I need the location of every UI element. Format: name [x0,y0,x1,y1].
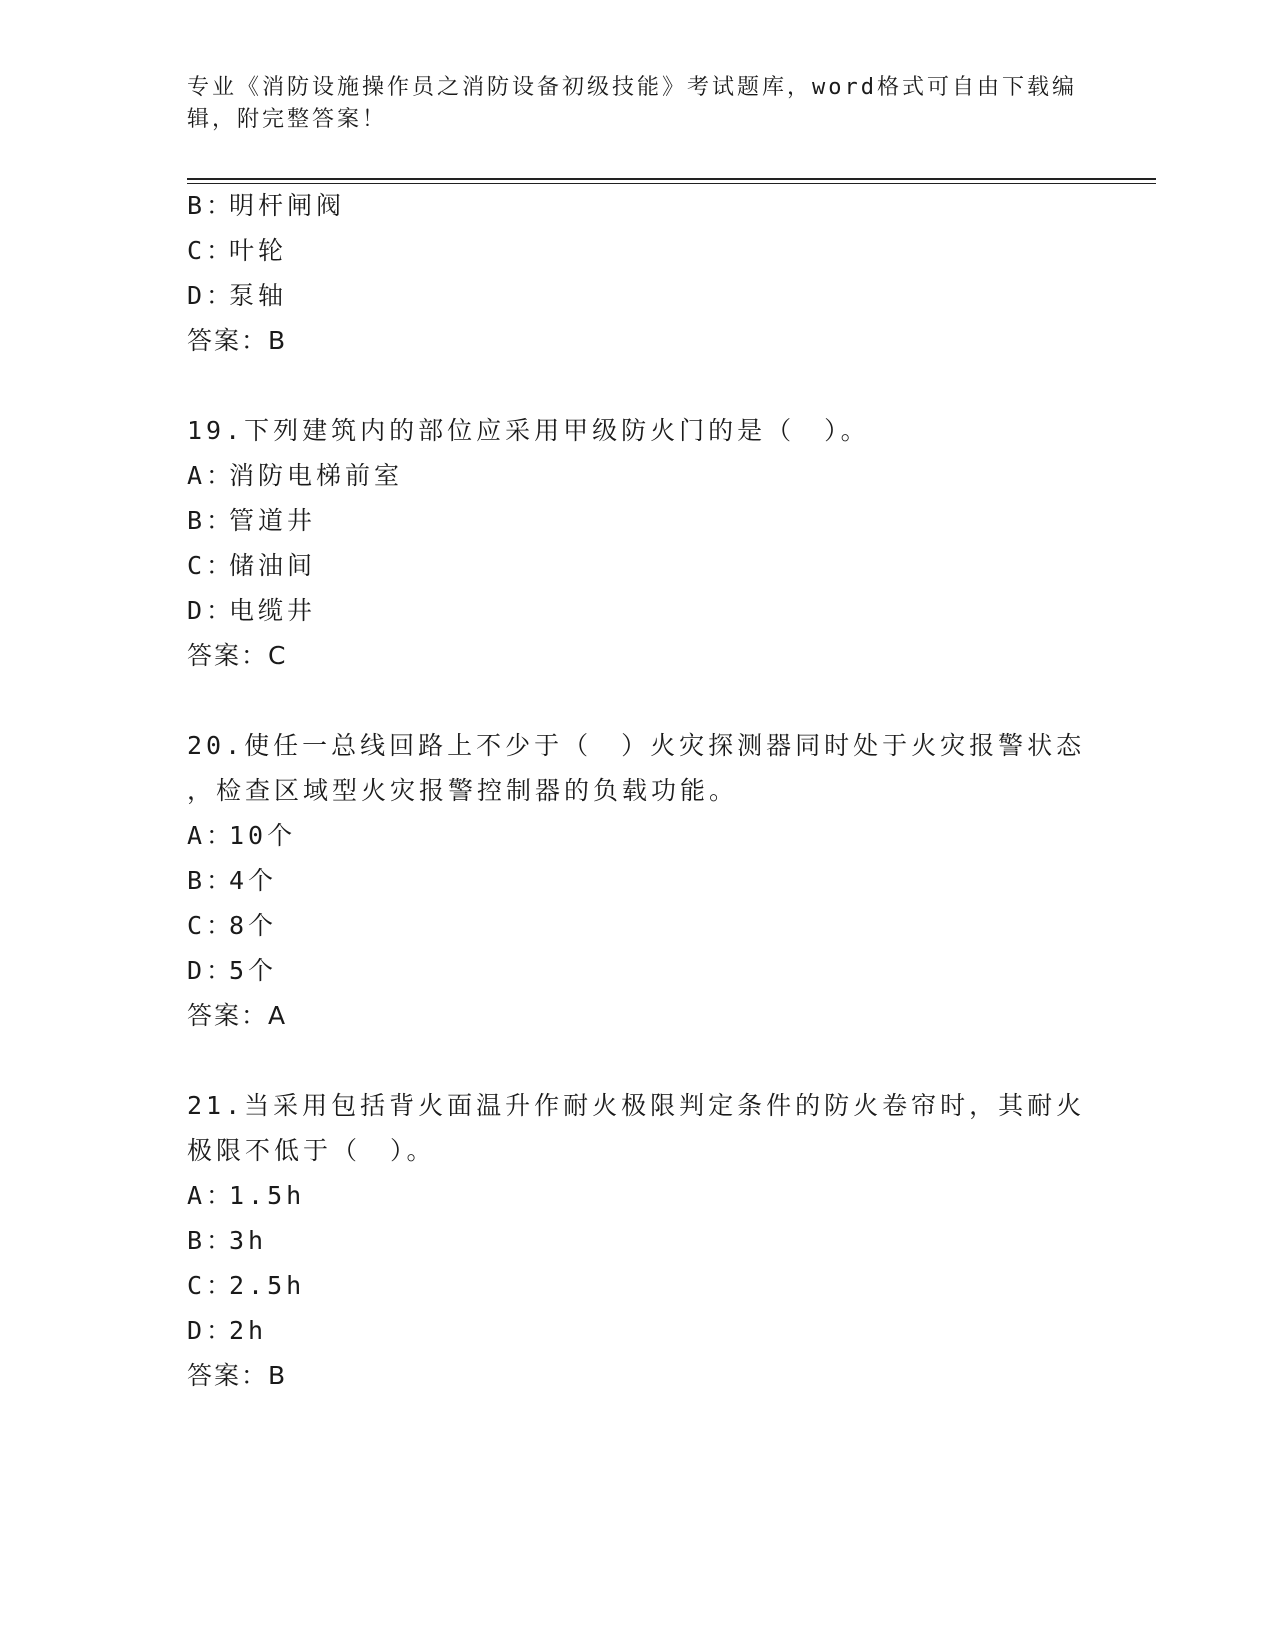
option-b [187,505,316,537]
option-letter: C： [187,551,236,580]
option-text: 5个 [229,956,278,985]
answer-label: 答案： [187,641,269,670]
question-stem: 21.当采用包括背火面温升作耐火极限判定条件的防火卷帘时，其耐火 [187,1091,1086,1120]
option-c [187,235,287,267]
option-b [187,1225,267,1257]
option-letter: D： [187,596,236,625]
option-text: 明杆闸阀 [229,191,346,220]
question-stem-continued: 极限不低于（ ）。 [187,1136,436,1165]
option-d [187,280,287,312]
option-letter: C： [187,1271,236,1300]
option-text: 10个 [229,821,297,850]
option-text: 1.5h [229,1181,306,1210]
answer-label: 答案： [187,1361,269,1390]
answer-line [187,1360,285,1392]
option-letter: C： [187,236,236,265]
option-text: 8个 [229,911,278,940]
header-line-1: 专业《消防设施操作员之消防设备初级技能》考试题库，word格式可自由下载编 [187,75,1077,100]
answer-value: B [268,1361,286,1390]
option-text: 3h [229,1226,268,1255]
option-b [187,865,277,897]
option-text: 储油间 [229,551,317,580]
question-stem-continued: ，检查区域型火灾报警控制器的负载功能。 [187,776,739,805]
option-letter: B： [187,191,236,220]
option-letter: B： [187,506,236,535]
option-letter: A： [187,461,236,490]
header-line-2: 辑，附完整答案！ [187,107,388,132]
option-letter: B： [187,866,236,895]
option-text: 消防电梯前室 [229,461,404,490]
option-c [187,550,316,582]
answer-line [187,640,285,672]
option-text: 2.5h [229,1271,306,1300]
option-text: 泵轴 [229,281,288,310]
document-header [187,72,1087,136]
option-letter: D： [187,956,236,985]
answer-label: 答案： [187,326,269,355]
option-d [187,955,277,987]
option-c [187,910,277,942]
option-letter: B： [187,1226,236,1255]
answer-line [187,1000,285,1032]
option-text: 电缆井 [229,596,317,625]
option-text: 叶轮 [229,236,288,265]
answer-line [187,325,285,357]
option-letter: C： [187,911,236,940]
header-divider-thin [187,183,1156,184]
question-stem: 19.下列建筑内的部位应采用甲级防火门的是（ ）。 [187,416,870,445]
option-letter: D： [187,1316,236,1345]
answer-value: C [268,641,286,670]
option-c [187,1270,305,1302]
option-letter: A： [187,821,236,850]
option-text: 管道井 [229,506,317,535]
question-stem: 20.使任一总线回路上不少于（ ）火灾探测器同时处于火灾报警状态 [187,731,1086,760]
option-a [187,820,296,852]
answer-value: B [268,326,286,355]
option-letter: D： [187,281,236,310]
option-a [187,1180,305,1212]
option-d [187,595,316,627]
answer-value: A [268,1001,286,1030]
option-text: 2h [229,1316,268,1345]
header-divider [187,178,1156,180]
option-letter: A： [187,1181,236,1210]
option-b [187,190,345,222]
option-d [187,1315,267,1347]
answer-label: 答案： [187,1001,269,1030]
option-text: 4个 [229,866,278,895]
option-a [187,460,403,492]
